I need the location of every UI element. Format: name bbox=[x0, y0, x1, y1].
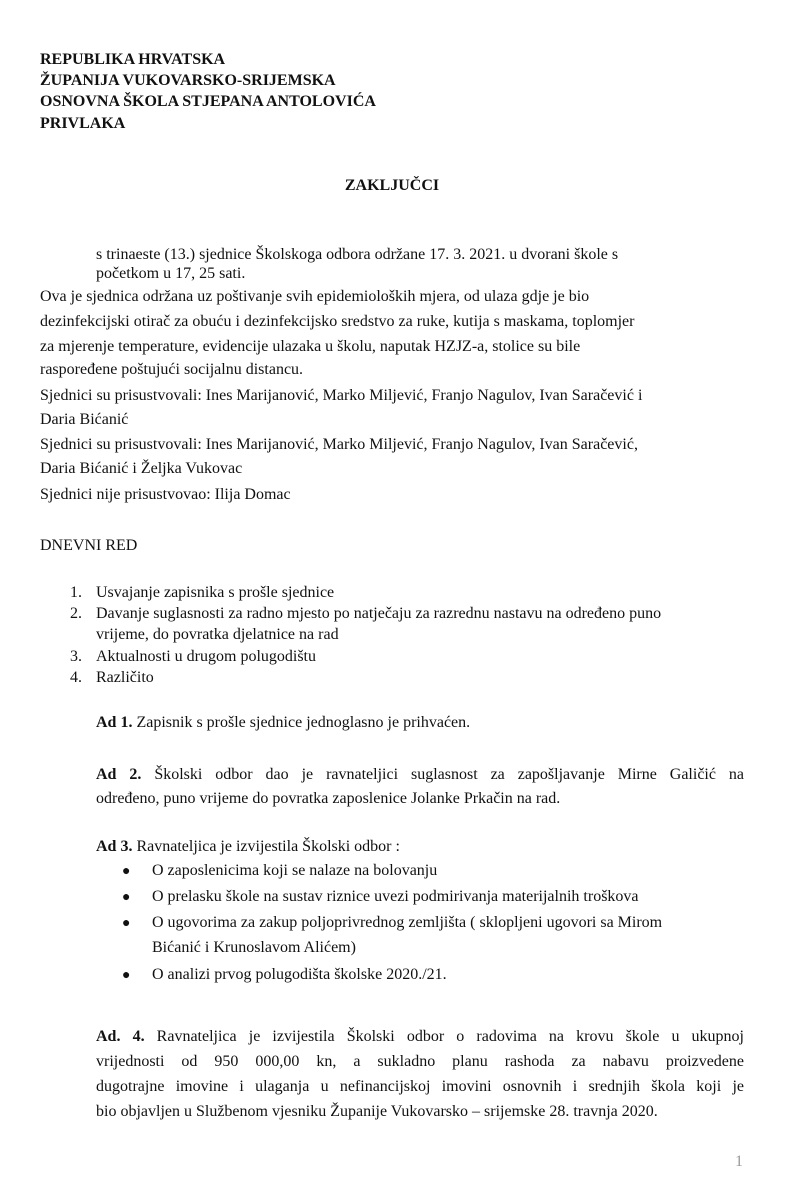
header-town: PRIVLAKA bbox=[40, 115, 126, 132]
ad3-bullet-item: O analizi prvog polugodišta školske 2020./21. bbox=[152, 966, 447, 983]
measures-line: Ova je sjednica održana uz poštivanje svih epidemioloških mjera, od ulaza gdje je bio bbox=[40, 288, 590, 305]
ad2-label: Ad 2. bbox=[96, 766, 142, 783]
ad3-label: Ad 3. bbox=[96, 838, 133, 855]
measures-line: za mjerenje temperature, evidencije ulazaka u školu, naputak HZJZ-a, stolice su bile bbox=[40, 338, 581, 355]
ad4-line bbox=[96, 1027, 744, 1047]
ad2-line bbox=[96, 765, 744, 785]
absent-line: Sjednici nije prisustvovao: Ilija Domac bbox=[40, 486, 291, 503]
ad3-text: Ravnateljica je izvijestila Školski odbor : bbox=[132, 838, 400, 855]
agenda-number: 3. bbox=[70, 648, 82, 665]
attendance-line: Sjednici su prisustvovali: Ines Marijanović, Marko Miljević, Franjo Nagulov, Ivan Saračević, bbox=[40, 436, 638, 453]
ad4-text: Ravnateljica je izvijestila Školski odbor o radovima na krovu škole u ukupnoj bbox=[144, 1028, 744, 1045]
page-number: 1 bbox=[735, 1153, 743, 1170]
ad2-line: određeno, puno vrijeme do povratka zaposlenice Jolanke Prkačin na rad. bbox=[96, 790, 561, 807]
ad1-label: Ad 1. bbox=[96, 714, 133, 731]
agenda-item: Usvajanje zapisnika s prošle sjednice bbox=[96, 584, 335, 601]
measures-line: raspoređene poštujući socijalnu distancu. bbox=[40, 361, 304, 378]
ad4-label: Ad. 4. bbox=[96, 1028, 145, 1045]
header-school: OSNOVNA ŠKOLA STJEPANA ANTOLOVIĆA bbox=[40, 93, 376, 110]
ad1-text: Zapisnik s prošle sjednice jednoglasno je prihvaćen. bbox=[132, 714, 471, 731]
ad3-bullet-item: O ugovorima za zakup poljoprivrednog zemljišta ( sklopljeni ugovori sa Mirom bbox=[152, 914, 663, 931]
page-title: ZAKLJUČCI bbox=[344, 177, 440, 194]
agenda-item: Davanje suglasnosti za radno mjesto po natječaju za razrednu nastavu na određeno puno bbox=[96, 605, 662, 622]
ad4-line: vrijednosti od 950 000,00 kn, a sukladno planu rashoda za nabavu proizvedene bbox=[96, 1053, 744, 1070]
ad3-bullet-item: O zaposlenicima koji se nalaze na bolovanju bbox=[152, 862, 438, 879]
attendance-line: Daria Bićanić bbox=[40, 411, 129, 428]
agenda-heading: DNEVNI RED bbox=[40, 537, 138, 554]
bullet-icon: ● bbox=[122, 916, 131, 931]
agenda-item: Aktualnosti u drugom polugodištu bbox=[96, 648, 316, 665]
intro-line: s trinaeste (13.) sjednice Školskoga odbora održane 17. 3. 2021. u dvorani škole s bbox=[96, 246, 619, 263]
attendance-line: Daria Bićanić i Željka Vukovac bbox=[40, 460, 243, 477]
header-republic: REPUBLIKA HRVATSKA bbox=[40, 51, 226, 68]
intro-line: početkom u 17, 25 sati. bbox=[96, 265, 246, 282]
agenda-number: 2. bbox=[70, 605, 82, 622]
agenda-item: vrijeme, do povratka djelatnice na rad bbox=[96, 626, 339, 643]
agenda-item: Različito bbox=[96, 669, 154, 686]
header-county: ŽUPANIJA VUKOVARSKO-SRIJEMSKA bbox=[40, 72, 336, 89]
ad1-paragraph bbox=[96, 713, 470, 733]
ad2-text: Školski odbor dao je ravnateljici suglasnost za zapošljavanje Mirne Galičić na bbox=[141, 766, 744, 783]
bullet-icon: ● bbox=[122, 968, 131, 983]
ad3-bullet-item: O prelasku škole na sustav riznice uvezi podmirivanja materijalnih troškova bbox=[152, 888, 639, 905]
agenda-number: 1. bbox=[70, 584, 82, 601]
agenda-number: 4. bbox=[70, 669, 82, 686]
ad3-paragraph bbox=[96, 837, 400, 857]
ad4-line: dugotrajne imovine i ulaganja u nefinancijskoj imovini osnovnih i srednjih škola koji je bbox=[96, 1078, 744, 1095]
bullet-icon: ● bbox=[122, 890, 131, 905]
ad3-bullet-item: Bićanić i Krunoslavom Alićem) bbox=[152, 939, 356, 956]
attendance-line: Sjednici su prisustvovali: Ines Marijanović, Marko Miljević, Franjo Nagulov, Ivan Saračević i bbox=[40, 387, 643, 404]
ad4-line: bio objavljen u Službenom vjesniku Županije Vukovarsko – srijemske 28. travnja 2020. bbox=[96, 1103, 658, 1120]
bullet-icon: ● bbox=[122, 864, 131, 879]
measures-line: dezinfekcijski otirač za obuću i dezinfekcijsko sredstvo za ruke, kutija s maskama, toplomjer bbox=[40, 313, 635, 330]
